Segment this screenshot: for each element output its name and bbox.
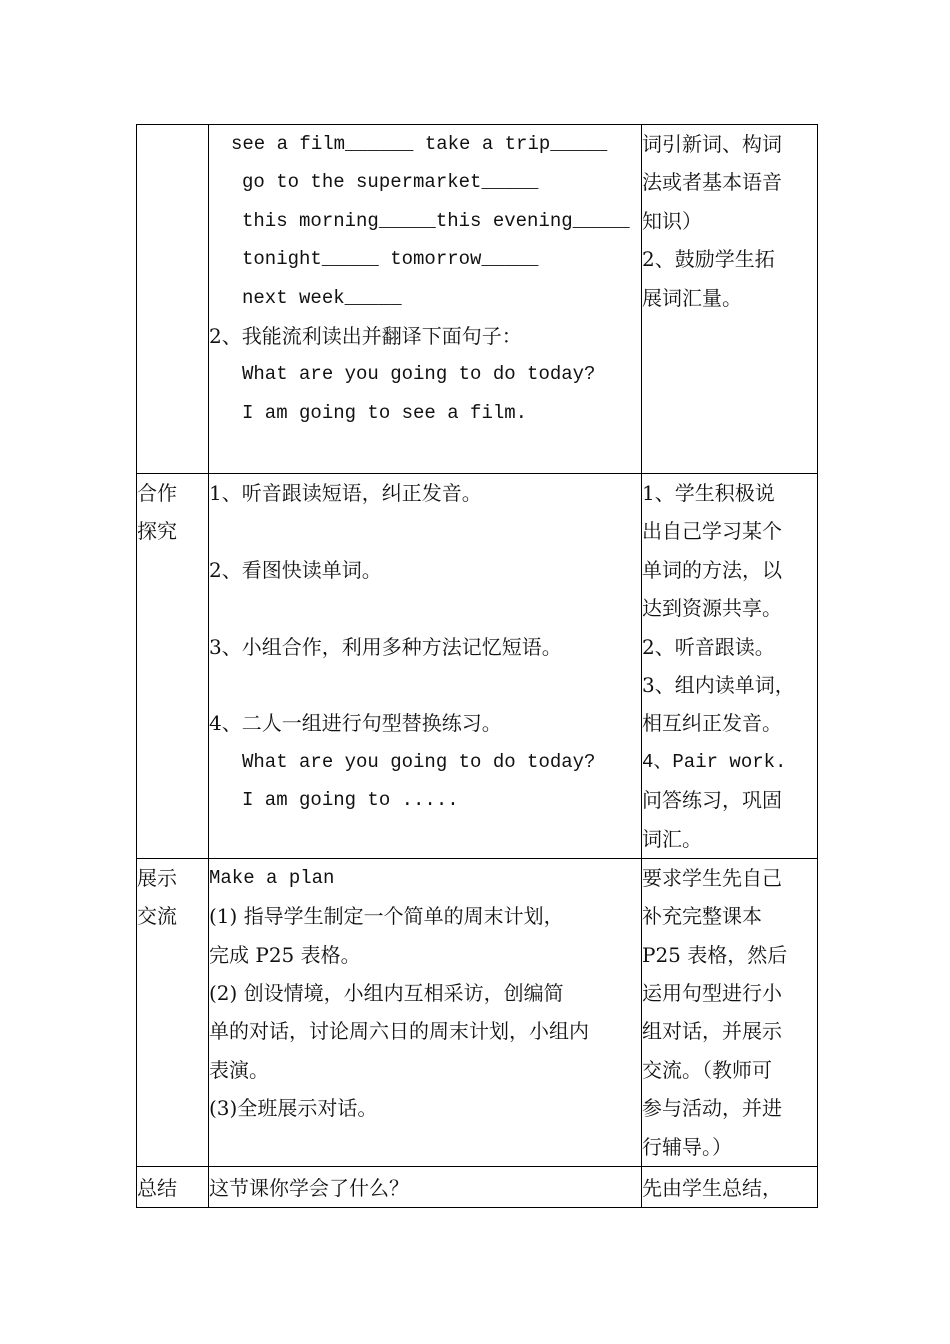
- activity-line: 2、看图快读单词。: [209, 557, 382, 582]
- note-line: 出自己学习某个: [642, 519, 782, 544]
- sentence-line: What are you going to do today?: [242, 750, 596, 773]
- notes-cell: [642, 474, 818, 859]
- note-line: 知识）: [642, 208, 702, 233]
- note-line: 补充完整课本: [642, 904, 762, 929]
- note-line: 运用句型进行小: [642, 981, 782, 1006]
- section-label: 展示: [137, 865, 177, 890]
- note-line: 词汇。: [642, 826, 702, 851]
- note-line: 4、Pair work.: [642, 750, 787, 773]
- note-line: 先由学生总结，: [642, 1176, 782, 1201]
- note-line: 参与活动，并进: [642, 1096, 782, 1121]
- task-heading: 2、我能流利读出并翻译下面句子：: [209, 323, 522, 348]
- activity-cell: [209, 125, 642, 474]
- section-label-cell: [137, 1167, 209, 1208]
- sentence-line: What are you going to do today?: [242, 363, 596, 386]
- note-line: 组对话，并展示: [642, 1019, 782, 1044]
- vocab-line: tonight_____ tomorrow_____: [242, 248, 539, 271]
- vocab-line: see a film______ take a trip_____: [231, 133, 608, 155]
- table-row: [137, 125, 818, 474]
- lesson-plan-table: [136, 124, 818, 1208]
- notes-cell: [642, 858, 818, 1166]
- activity-title: Make a plan: [209, 866, 335, 889]
- note-line: 展词汇量。: [642, 285, 742, 310]
- blank-line: [209, 589, 641, 627]
- note-line: 词引新词、构词: [642, 132, 782, 156]
- note-line: 1、学生积极说: [642, 481, 775, 505]
- activity-cell: [209, 1167, 642, 1208]
- note-line: 行辅导。）: [642, 1134, 732, 1159]
- activity-line: 单的对话，讨论周六日的周末计划，小组内: [209, 1019, 589, 1044]
- blank-line: [209, 666, 641, 704]
- activity-cell: [209, 474, 642, 859]
- note-line: 法或者基本语音: [642, 170, 782, 195]
- activity-line: (2) 创设情境，小组内互相采访，创编简: [209, 981, 564, 1006]
- section-label: 合作: [137, 481, 177, 505]
- section-label-cell: [137, 125, 209, 474]
- section-label: 探究: [137, 519, 177, 544]
- note-line: 相互纠正发音。: [642, 711, 782, 736]
- table-row: [137, 1167, 818, 1208]
- vocab-line: next week_____: [242, 286, 402, 309]
- activity-line: (3)全班展示对话。: [209, 1096, 378, 1121]
- section-label-cell: [137, 858, 209, 1166]
- activity-line: 完成 P25 表格。: [209, 942, 361, 967]
- note-line: 达到资源共享。: [642, 596, 782, 621]
- note-line: 单词的方法，以: [642, 557, 782, 582]
- note-line: 问答练习，巩固: [642, 788, 782, 813]
- activity-line: 这节课你学会了什么？: [209, 1176, 409, 1201]
- table-row: [137, 474, 818, 859]
- blank-line: [209, 512, 641, 550]
- note-line: P25 表格，然后: [642, 942, 788, 967]
- activity-cell: [209, 858, 642, 1166]
- note-line: 交流。（教师可: [642, 1057, 772, 1082]
- section-label: 交流: [137, 904, 177, 929]
- note-line: 2、听音跟读。: [642, 634, 775, 659]
- activity-line: 4、二人一组进行句型替换练习。: [209, 711, 502, 736]
- notes-cell: [642, 125, 818, 474]
- table-row: [137, 858, 818, 1166]
- section-label: 总结: [137, 1176, 177, 1201]
- section-label-cell: [137, 474, 209, 859]
- activity-line: 3、小组合作，利用多种方法记忆短语。: [209, 634, 562, 659]
- vocab-line: this morning_____this evening_____: [242, 209, 630, 232]
- activity-line: 表演。: [209, 1057, 269, 1082]
- note-line: 2、鼓励学生拓: [642, 247, 775, 272]
- activity-line: (1) 指导学生制定一个简单的周末计划，: [209, 904, 564, 929]
- note-line: 3、组内读单词，: [642, 672, 795, 697]
- sentence-line: I am going to .....: [242, 789, 459, 812]
- notes-cell: [642, 1167, 818, 1208]
- vocab-line: go to the supermarket_____: [242, 171, 539, 194]
- sentence-line: I am going to see a film.: [242, 401, 528, 424]
- note-line: 要求学生先自己: [642, 865, 782, 890]
- activity-line: 1、听音跟读短语，纠正发音。: [209, 481, 482, 505]
